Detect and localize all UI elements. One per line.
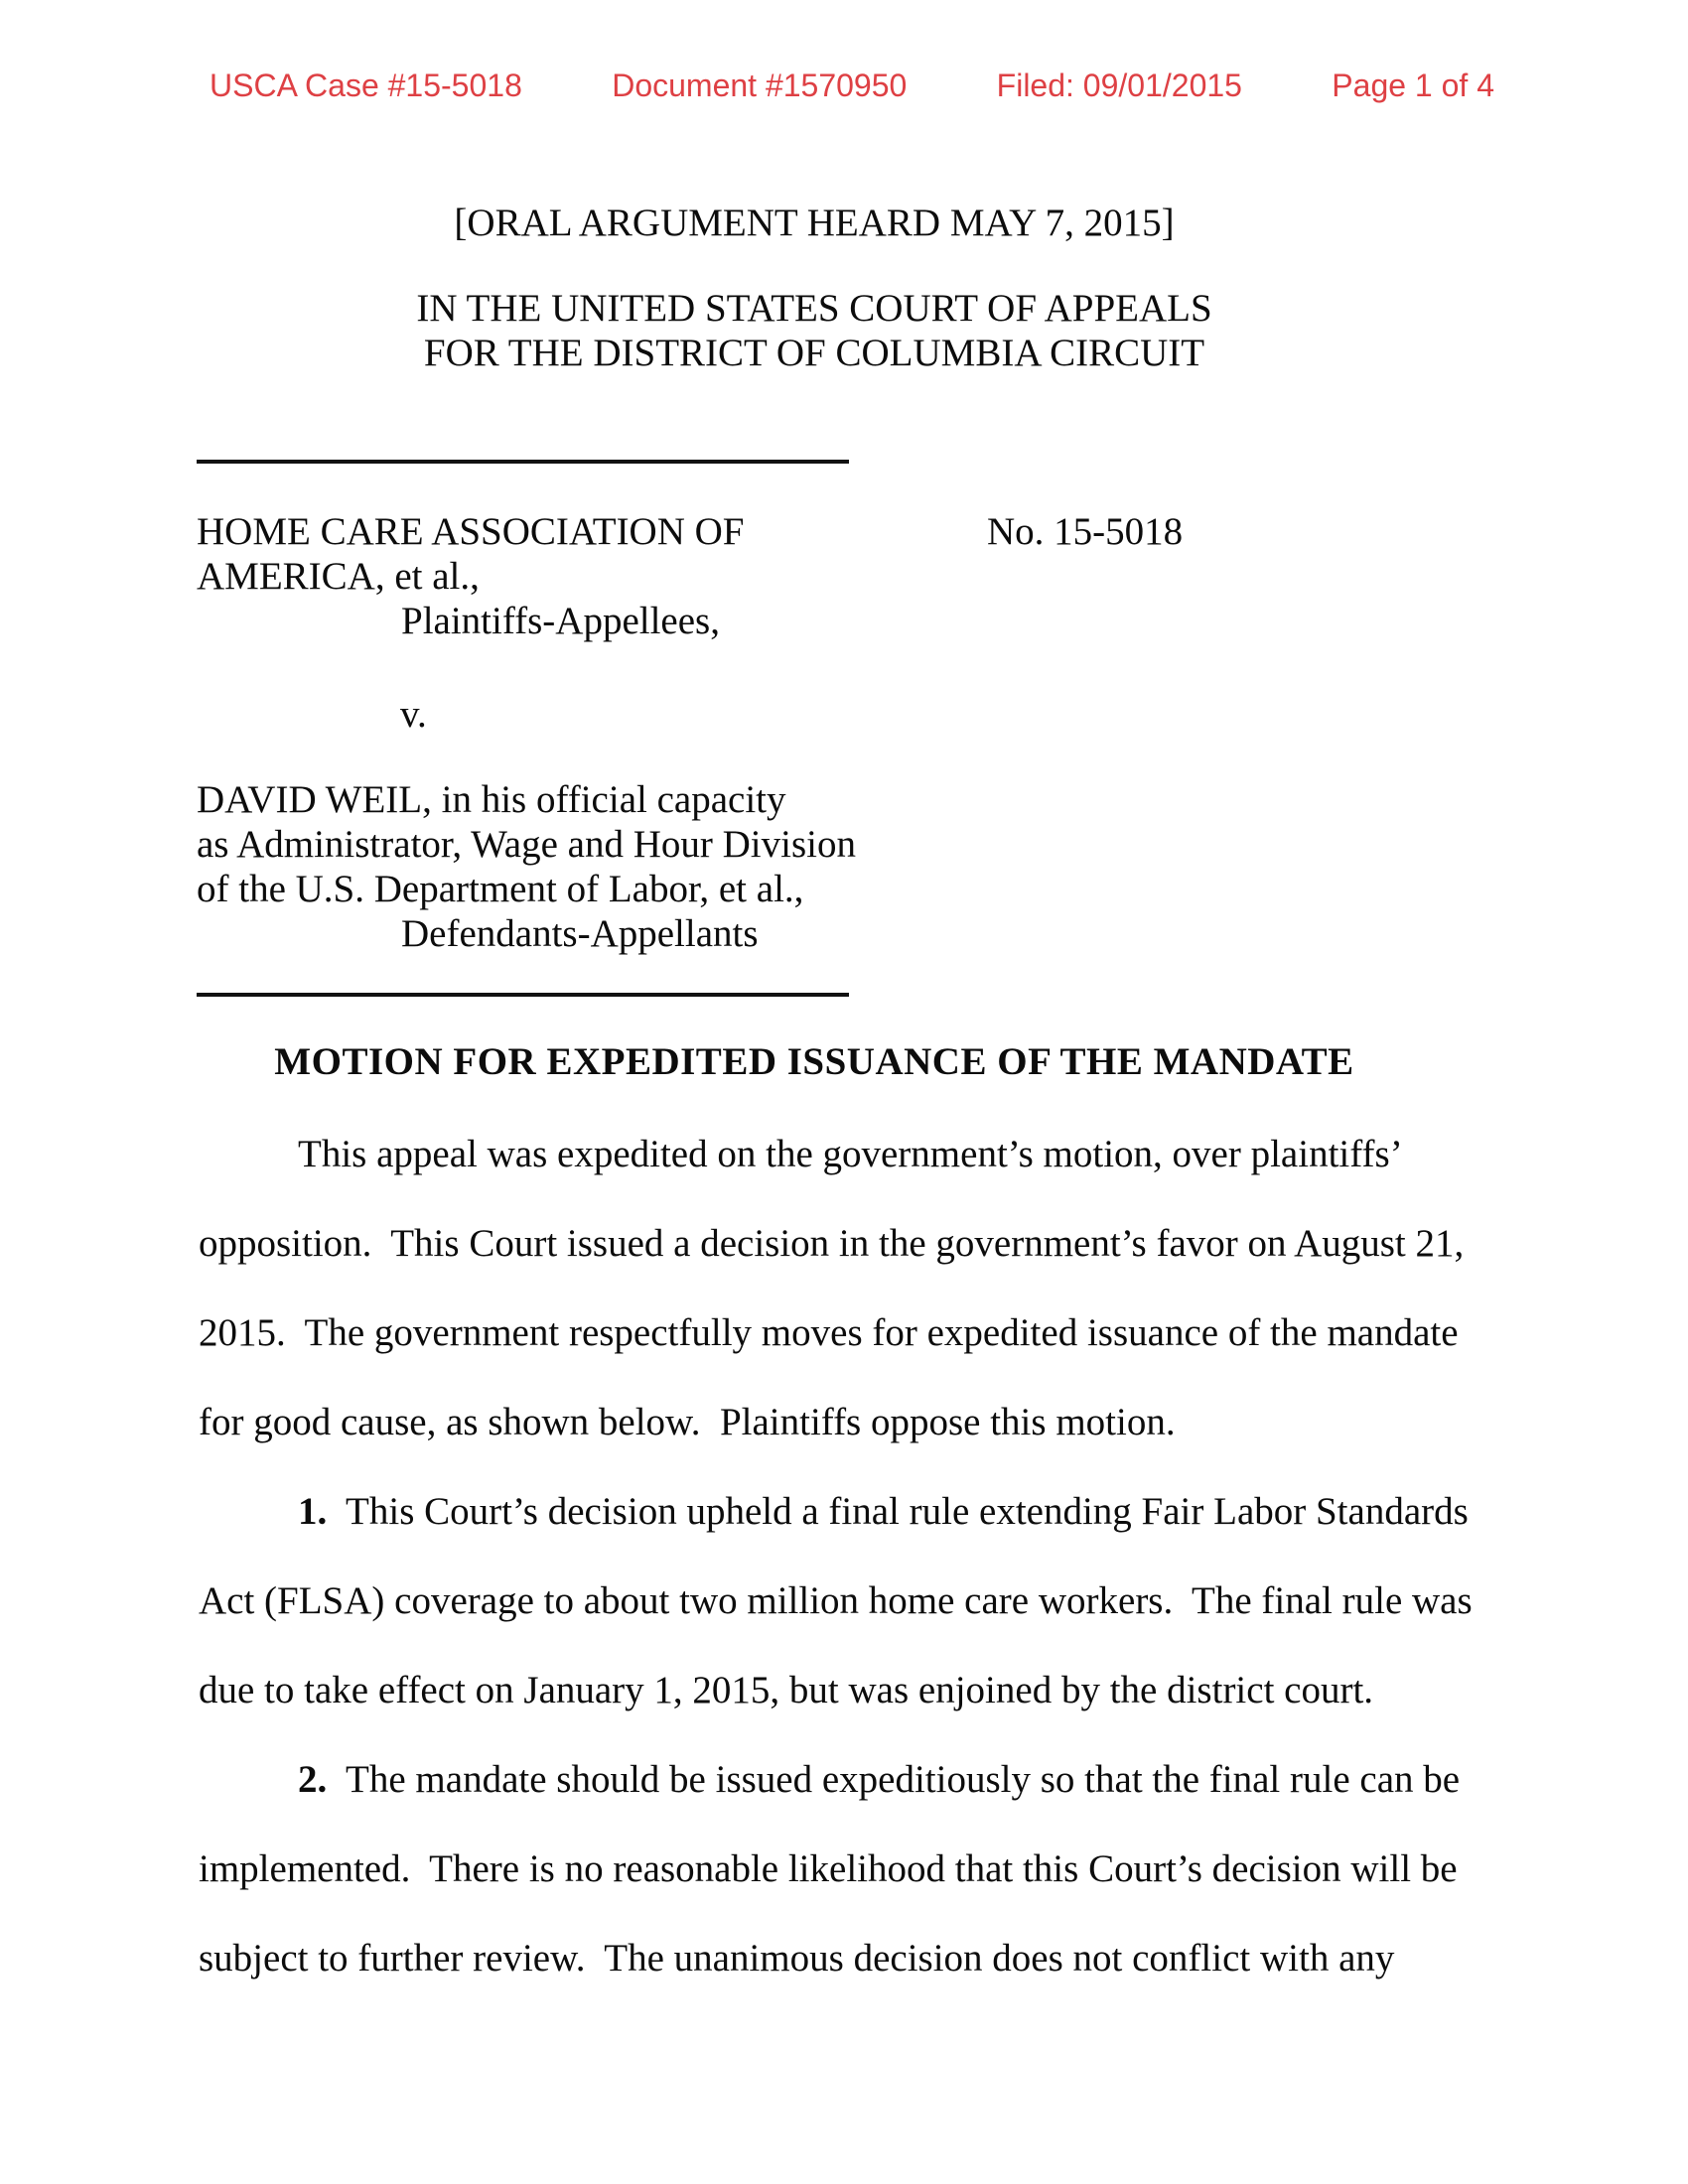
defendant-name-line1: DAVID WEIL, in his official capacity (197, 778, 786, 821)
defendant-name-line2: as Administrator, Wage and Hour Division (197, 823, 856, 866)
body-line (199, 1378, 1489, 1467)
body-line (199, 1199, 1489, 1289)
stamp-case-number: USCA Case #15-5018 (210, 68, 522, 103)
plaintiff-designation: Plaintiffs-Appellees, (401, 600, 720, 642)
ecf-stamp-header (210, 68, 1494, 103)
body-line-text: opposition. This Court issued a decision in the government’s favor on August 21, (199, 1222, 1465, 1265)
body-line (199, 1289, 1489, 1378)
motion-title: MOTION FOR EXPEDITED ISSUANCE OF THE MANDATE (274, 1040, 1354, 1083)
stamp-page-number: Page 1 of 4 (1332, 68, 1494, 103)
court-name (199, 286, 1430, 375)
body-line-text: implemented. There is no reasonable likelihood that this Court’s decision will be (199, 1847, 1458, 1890)
body-line-text: subject to further review. The unanimous decision does not conflict with any (199, 1937, 1395, 1979)
body-line (199, 1914, 1489, 2003)
body-line-text: 2015. The government respectfully moves for expedited issuance of the mandate (199, 1311, 1459, 1354)
body-line-text: due to take effect on January 1, 2015, but was enjoined by the district court. (199, 1669, 1374, 1711)
motion-body (199, 1110, 1489, 2003)
defendant-block (197, 777, 856, 956)
defendant-designation: Defendants-Appellants (401, 912, 759, 955)
body-line (199, 1825, 1489, 1914)
body-line-text: Act (FLSA) coverage to about two million home care workers. The final rule was (199, 1579, 1473, 1622)
stamp-document-number: Document #1570950 (612, 68, 908, 103)
body-line-text: The mandate should be issued expeditiously so that the final rule can be (327, 1758, 1461, 1801)
court-name-line2: FOR THE DISTRICT OF COLUMBIA CIRCUIT (423, 332, 1205, 374)
oral-argument-note: [ORAL ARGUMENT HEARD MAY 7, 2015] (454, 202, 1175, 244)
body-line (199, 1557, 1489, 1646)
body-line (199, 1646, 1489, 1735)
body-line (199, 1735, 1489, 1825)
body-line (199, 1110, 1489, 1199)
paragraph-number: 2. (298, 1758, 328, 1801)
caption-rule-top (197, 460, 849, 464)
plaintiff-name-line1: HOME CARE ASSOCIATION OF (197, 510, 745, 553)
body-line-text: for good cause, as shown below. Plaintiffs oppose this motion. (199, 1401, 1176, 1443)
court-name-line1: IN THE UNITED STATES COURT OF APPEALS (416, 287, 1212, 330)
body-line (199, 1467, 1489, 1557)
plaintiff-block (197, 509, 744, 643)
paragraph-number: 1. (298, 1490, 328, 1533)
stamp-filed-date: Filed: 09/01/2015 (996, 68, 1242, 103)
caption-rule-bottom (197, 993, 849, 997)
body-line-text: This Court’s decision upheld a final rule extending Fair Labor Standards (327, 1490, 1469, 1533)
defendant-name-line3: of the U.S. Department of Labor, et al., (197, 868, 804, 910)
versus-abbreviation: v. (400, 693, 427, 736)
case-number: No. 15-5018 (987, 510, 1184, 553)
plaintiff-name-line2: AMERICA, et al., (197, 555, 480, 598)
body-line-text: This appeal was expedited on the government’s motion, over plaintiffs’ (298, 1133, 1403, 1175)
